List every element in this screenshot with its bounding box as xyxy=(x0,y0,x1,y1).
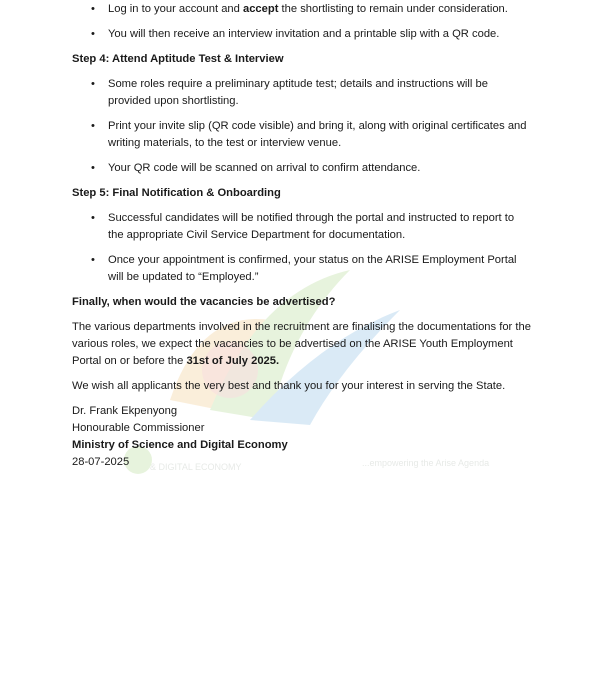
document-page xyxy=(72,0,532,471)
list-item: • Once your appointment is confirmed, your status on the ARISE Employment Portal will be updated to “Employed.” xyxy=(72,252,532,286)
signatory-title: Honourable Commissioner xyxy=(72,422,205,434)
closing-text: We wish all applicants the very best and thank you for your interest in serving the State. xyxy=(72,380,506,392)
step5-list xyxy=(72,210,532,286)
watermark-logo-text: & DIGITAL ECONOMY xyxy=(150,462,242,472)
finally-body: The various departments involved in the recruitment are finalising the documentations for the various roles, we expect the vacancies to be advertised on the ARISE Youth Employment Portal on or before the 31st of July 2025. xyxy=(72,321,531,367)
signature-block xyxy=(72,403,532,471)
list-item: • You will then receive an interview invitation and a printable slip with a QR code. xyxy=(72,26,532,43)
watermark-tagline: ...empowering the Arise Agenda xyxy=(362,458,490,468)
intro-list xyxy=(72,1,532,43)
ministry-name: Ministry of Science and Digital Economy xyxy=(72,439,288,451)
list-item: • Your QR code will be scanned on arrival to confirm attendance. xyxy=(72,160,532,177)
list-item: • Some roles require a preliminary aptitude test; details and instructions will be provided upon shortlisting. xyxy=(72,76,532,110)
finally-heading: Finally, when would the vacancies be advertised? xyxy=(72,296,336,308)
list-item: • Print your invite slip (QR code visible) and bring it, along with original certificates and writing materials, to the test or interview venue. xyxy=(72,118,532,152)
signature-date: 28-07-2025 xyxy=(72,456,130,468)
step5-heading: Step 5: Final Notification & Onboarding xyxy=(72,187,281,199)
list-item: • Log in to your account and accept the shortlisting to remain under consideration. xyxy=(72,1,532,18)
step4-heading: Step 4: Attend Aptitude Test & Interview xyxy=(72,53,284,65)
list-item: • Successful candidates will be notified through the portal and instructed to report to the appropriate Civil Service Department for documentation. xyxy=(72,210,532,244)
signatory-name: Dr. Frank Ekpenyong xyxy=(72,405,178,417)
step4-list xyxy=(72,76,532,177)
